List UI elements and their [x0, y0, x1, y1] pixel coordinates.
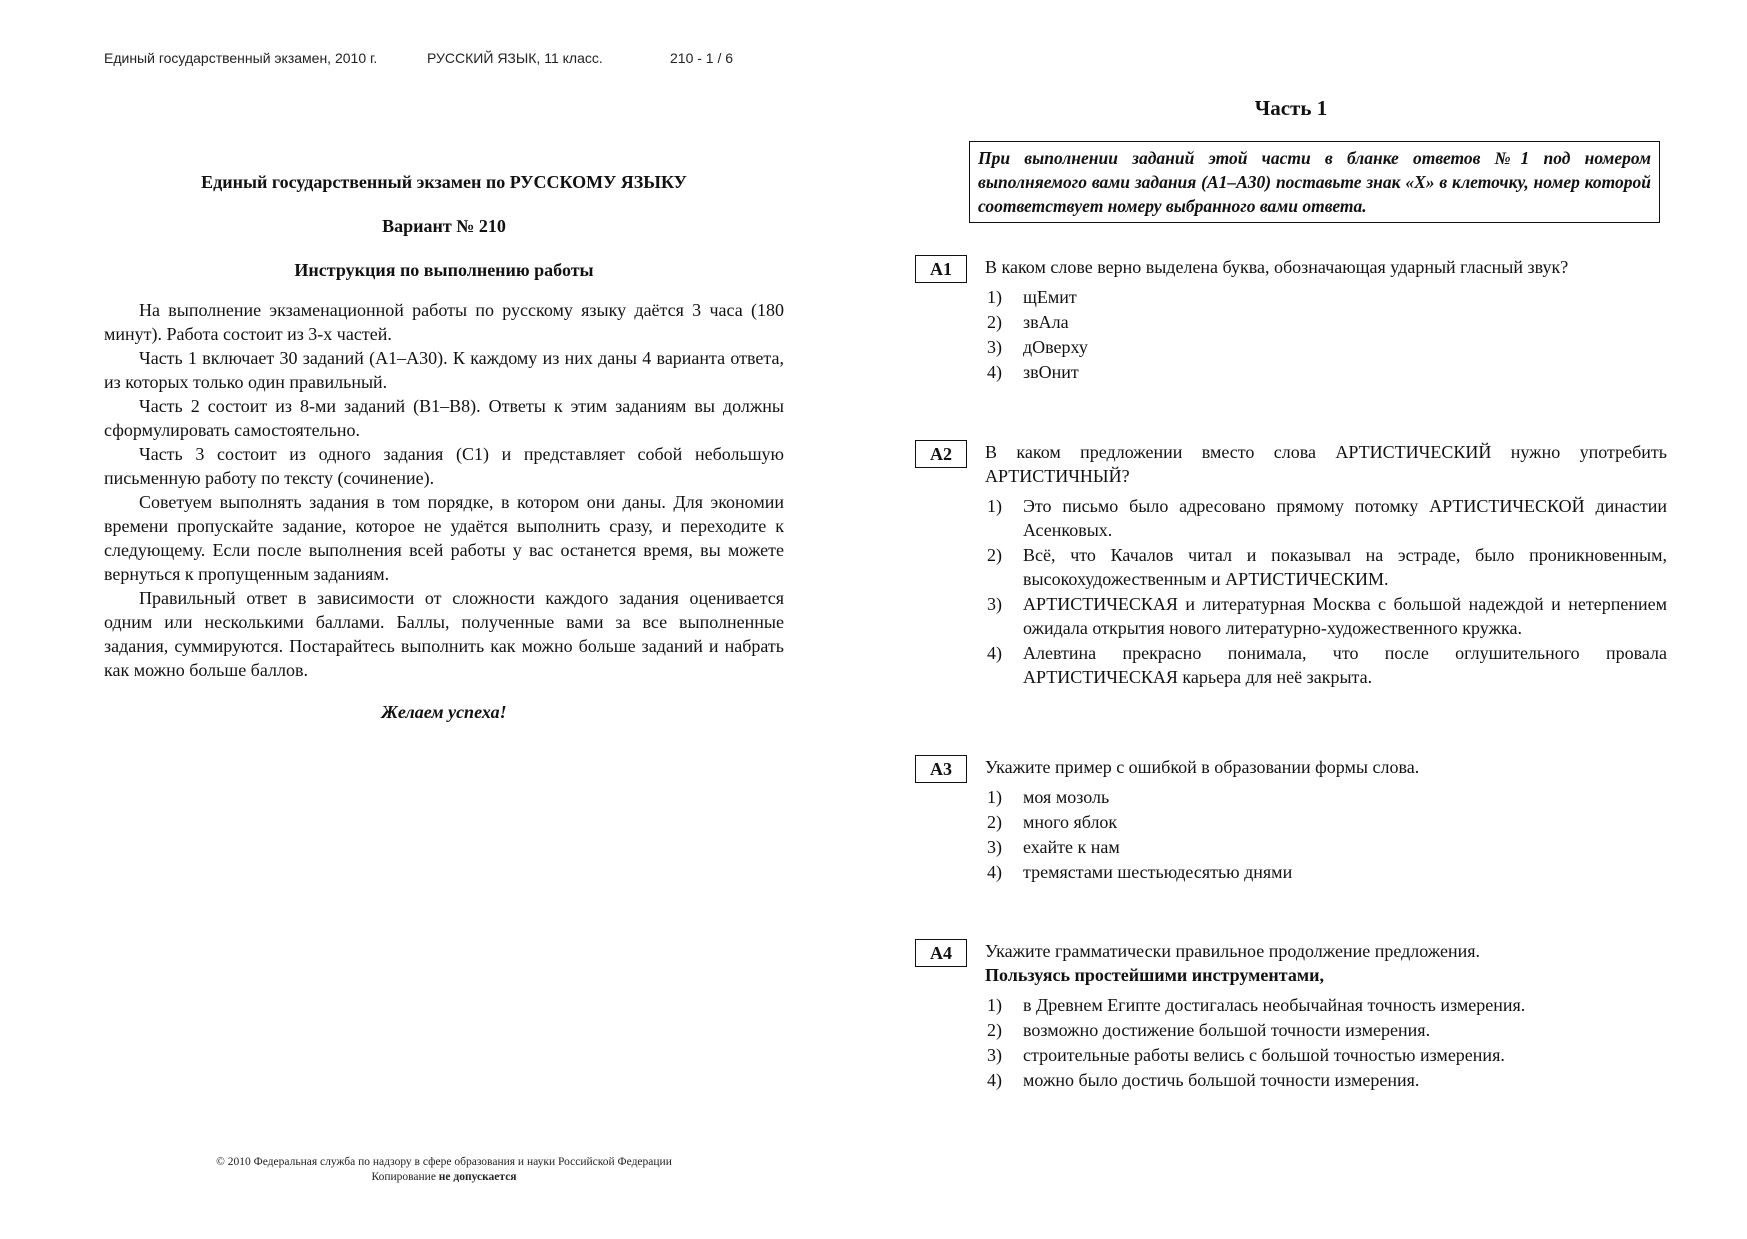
option-number: 2): [987, 312, 1002, 332]
option-number: 1): [987, 787, 1002, 807]
instruction-paragraph: На выполнение экзаменационной работы по русскому языку даётся 3 часа (180 минут). Работа состоит из 3-х частей.: [104, 300, 784, 344]
instruction-note-box: При выполнении заданий этой части в бланке ответов №1 под номером выполняемого вами задания (А1–А30) поставьте знак «X» в клеточку, номер которой соответствует номеру выбранного вами ответа.: [969, 141, 1660, 223]
instruction-paragraph: Советуем выполнять задания в том порядке, в котором они даны. Для экономии времени пропускайте задание, которое не удаётся выполнить сразу, и переходите к следующему. Если после выполнения всей работы у вас останется время, вы можете вернуться к пропущенным заданиям.: [104, 492, 784, 584]
header-page: 210 - 1 / 6: [670, 50, 734, 66]
copyright-line: © 2010 Федеральная служба по надзору в сфере образования и науки Российской Федерации: [216, 1156, 672, 1168]
task-a2: [915, 440, 1667, 690]
option-text: возможно достижение большой точности измерения.: [1023, 1020, 1431, 1040]
task-label-box: А1: [915, 255, 967, 283]
exam-title: Единый государственный экзамен по РУССКОМУ ЯЗЫКУ: [201, 172, 687, 192]
option-number: 4): [987, 643, 1002, 663]
answer-option: [987, 1068, 1667, 1092]
option-number: 2): [987, 545, 1002, 565]
answer-option: [987, 641, 1667, 689]
task-label-box: А3: [915, 755, 967, 783]
task-sentence-start: Пользуясь простейшими инструментами,: [985, 965, 1324, 985]
answer-options: [987, 494, 1667, 689]
wish-text: Желаем успеха!: [381, 702, 507, 722]
option-number: 4): [987, 1070, 1002, 1090]
option-number: 4): [987, 362, 1002, 382]
option-number: 2): [987, 812, 1002, 832]
option-text: тремястами шестьюдесятью днями: [1023, 862, 1293, 882]
answer-option: [987, 993, 1667, 1017]
option-number: 2): [987, 1020, 1002, 1040]
copy-restriction-line: [104, 1170, 784, 1185]
task-label-box: А4: [915, 939, 967, 967]
option-text: Алевтина прекрасно понимала, что после оглушительного провала АРТИСТИЧЕСКАЯ карьера для неё закрыта.: [1023, 643, 1667, 687]
option-number: 3): [987, 837, 1002, 857]
answer-option: [987, 360, 1667, 384]
answer-option: [987, 1018, 1667, 1042]
option-text: дОверху: [1023, 337, 1088, 357]
header-exam: Единый государственный экзамен, 2010 г.: [104, 50, 378, 66]
option-text: Это письмо было адресовано прямому потомку АРТИСТИЧЕСКОЙ династии Асенковых.: [1023, 496, 1667, 540]
task-question: В каком слове верно выделена буква, обозначающая ударный гласный звук?: [985, 257, 1569, 277]
answer-options: [987, 785, 1667, 884]
instruction-paragraph: Часть 1 включает 30 заданий (А1–А30). К каждому из них даны 4 варианта ответа, из которых только один правильный.: [104, 348, 784, 392]
option-text: АРТИСТИЧЕСКАЯ и литературная Москва с большой надеждой и нетерпением ожидала открытия нового литературно-художественного кружка.: [1023, 594, 1667, 638]
answer-options: [987, 993, 1667, 1092]
answer-option: [987, 860, 1667, 884]
option-text: много яблок: [1023, 812, 1118, 832]
instruction-paragraph: Часть 2 состоит из 8-ми заданий (В1–В8). Ответы к этим заданиям вы должны сформулировать самостоятельно.: [104, 396, 784, 440]
option-text: в Древнем Египте достигалась необычайная точность измерения.: [1023, 995, 1526, 1015]
option-text: ехайте к нам: [1023, 837, 1120, 857]
task-question: Укажите грамматически правильное продолжение предложения.: [985, 941, 1481, 961]
answer-option: [987, 810, 1667, 834]
answer-option: [987, 592, 1667, 640]
option-number: 4): [987, 862, 1002, 882]
option-text: звАла: [1023, 312, 1069, 332]
answer-option: [987, 835, 1667, 859]
option-number: 1): [987, 496, 1002, 516]
instruction-paragraph: Часть 3 состоит из одного задания (С1) и представляет собой небольшую письменную работу по тексту (сочинение).: [104, 444, 784, 488]
instruction-title: Инструкция по выполнению работы: [294, 260, 594, 280]
task-question: Укажите пример с ошибкой в образовании формы слова.: [985, 757, 1420, 777]
answer-option: [987, 285, 1667, 309]
option-number: 3): [987, 594, 1002, 614]
option-text: звОнит: [1023, 362, 1079, 382]
option-text: моя мозоль: [1023, 787, 1110, 807]
task-a1: [915, 255, 1667, 385]
option-text: можно было достичь большой точности измерения.: [1023, 1070, 1420, 1090]
task-question: В каком предложении вместо слова АРТИСТИЧЕСКИЙ нужно употребить АРТИСТИЧНЫЙ?: [985, 442, 1667, 486]
task-a3: [915, 755, 1667, 885]
answer-option: [987, 1043, 1667, 1067]
option-number: 1): [987, 995, 1002, 1015]
option-number: 3): [987, 1045, 1002, 1065]
copyright-footer: [104, 1155, 784, 1185]
task-a4: [915, 939, 1667, 1093]
copy-restriction: не допускается: [438, 1171, 517, 1183]
answer-option: [987, 543, 1667, 591]
option-number: 1): [987, 287, 1002, 307]
instruction-paragraph: Правильный ответ в зависимости от сложности каждого задания оценивается одним или несколькими баллами. Баллы, полученные вами за все выполненные задания, суммируются. Постарайтесь выполнить как можно больше заданий и набрать как можно больше баллов.: [104, 588, 784, 680]
answer-options: [987, 285, 1667, 384]
option-text: щЕмит: [1023, 287, 1077, 307]
answer-option: [987, 785, 1667, 809]
option-text: Всё, что Качалов читал и показывал на эстраде, было проникновенным, высокохудожественным и АРТИСТИЧЕСКИМ.: [1023, 545, 1667, 589]
option-text: строительные работы велись с большой точностью измерения.: [1023, 1045, 1505, 1065]
part-title: Часть 1: [1254, 96, 1328, 120]
left-page: [104, 170, 784, 724]
task-label-box: А2: [915, 440, 967, 468]
answer-option: [987, 310, 1667, 334]
header-subject: РУССКИЙ ЯЗЫК, 11 класс.: [427, 50, 603, 66]
option-number: 3): [987, 337, 1002, 357]
answer-option: [987, 335, 1667, 359]
variant-title: Вариант № 210: [382, 216, 506, 236]
copy-prefix: Копирование: [371, 1171, 436, 1183]
answer-option: [987, 494, 1667, 542]
